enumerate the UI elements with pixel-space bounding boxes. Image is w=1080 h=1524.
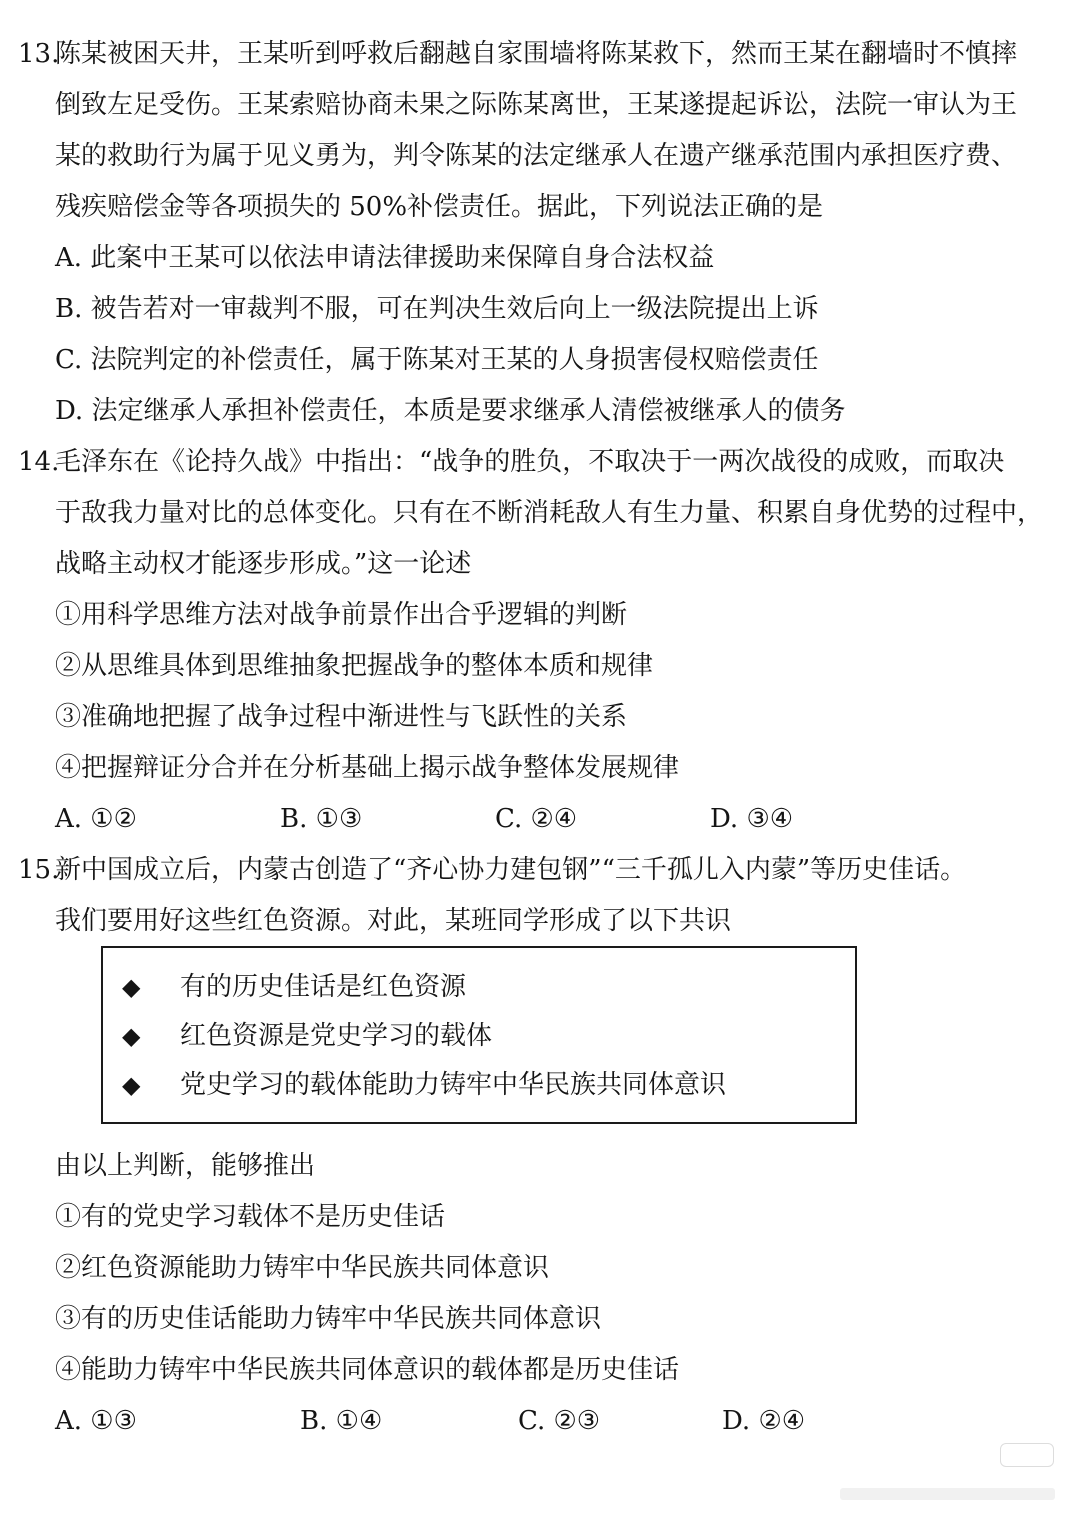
question-15-lead: 由以上判断，能够推出 xyxy=(55,1151,316,1181)
question-15-statement-1: ①有的党史学习载体不是历史佳话 xyxy=(55,1202,446,1232)
question-13-option-d: D. 法定继承人承担补偿责任，本质是要求继承人清偿被继承人的债务 xyxy=(55,396,846,426)
question-14-statement-1: ①用科学思维方法对战争前景作出合乎逻辑的判断 xyxy=(55,600,628,630)
question-13-stem-line-2: 倒致左足受伤。王某索赔协商未果之际陈某离世，王某遂提起诉讼，法院一审认为王 xyxy=(55,90,1018,120)
question-15-statement-3: ③有的历史佳话能助力铸牢中华民族共同体意识 xyxy=(55,1304,602,1334)
watermark-bar xyxy=(840,1488,1055,1500)
consensus-item-2: 红色资源是党史学习的载体 xyxy=(180,1021,493,1051)
question-15-statement-2: ②红色资源能助力铸牢中华民族共同体意识 xyxy=(55,1253,550,1283)
question-13-stem-line-4: 残疾赔偿金等各项损失的 50%补偿责任。据此，下列说法正确的是 xyxy=(55,192,824,222)
question-14-stem-line-2: 于敌我力量对比的总体变化。只有在不断消耗敌人有生力量、积累自身优势的过程中， xyxy=(55,498,1044,528)
question-13-stem-line-1: 陈某被困天井，王某听到呼救后翻越自家围墙将陈某救下，然而王某在翻墙时不慎摔 xyxy=(55,39,1018,69)
consensus-item-1: 有的历史佳话是红色资源 xyxy=(180,972,467,1002)
diamond-bullet-icon: ◆ xyxy=(122,1022,141,1050)
question-14-choice-c: C. ②④ xyxy=(495,804,578,834)
question-15-choice-b: B. ①④ xyxy=(300,1406,383,1436)
diamond-bullet-icon: ◆ xyxy=(122,1071,141,1099)
question-15-choice-c: C. ②③ xyxy=(518,1406,601,1436)
question-15-stem-line-2: 我们要用好这些红色资源。对此，某班同学形成了以下共识 xyxy=(55,906,732,936)
consensus-item-3: 党史学习的载体能助力铸牢中华民族共同体意识 xyxy=(180,1070,727,1100)
question-14-choice-a: A. ①② xyxy=(55,804,137,834)
question-15-statement-4: ④能助力铸牢中华民族共同体意识的载体都是历史佳话 xyxy=(55,1355,680,1385)
question-13-stem-line-3: 某的救助行为属于见义勇为，判令陈某的法定继承人在遗产继承范围内承担医疗费、 xyxy=(55,141,1018,171)
question-14-choice-b: B. ①③ xyxy=(280,804,363,834)
question-14-statement-4: ④把握辩证分合并在分析基础上揭示战争整体发展规律 xyxy=(55,753,680,783)
question-14-choice-d: D. ③④ xyxy=(710,804,794,834)
question-14-stem-line-1: 毛泽东在《论持久战》中指出：“战争的胜负，不取决于一两次战役的成败，而取决 xyxy=(55,447,1005,477)
question-14-statement-3: ③准确地把握了战争过程中渐进性与飞跃性的关系 xyxy=(55,702,628,732)
question-14-stem-line-3: 战略主动权才能逐步形成。”这一论述 xyxy=(55,549,472,579)
question-13-option-b: B. 被告若对一审裁判不服，可在判决生效后向上一级法院提出上诉 xyxy=(55,294,819,324)
diamond-bullet-icon: ◆ xyxy=(122,973,141,1001)
question-13-number: 13. xyxy=(18,39,60,69)
question-15-stem-line-1: 新中国成立后，内蒙古创造了“齐心协力建包钢”“三千孤儿入内蒙”等历史佳话。 xyxy=(55,855,967,885)
question-15-number: 15. xyxy=(18,855,60,885)
question-14-number: 14. xyxy=(18,447,60,477)
question-13-option-c: C. 法院判定的补偿责任，属于陈某对王某的人身损害侵权赔偿责任 xyxy=(55,345,819,375)
watermark-logo xyxy=(1000,1443,1054,1467)
question-15-choice-a: A. ①③ xyxy=(55,1406,137,1436)
question-14-statement-2: ②从思维具体到思维抽象把握战争的整体本质和规律 xyxy=(55,651,654,681)
question-13-option-a: A. 此案中王某可以依法申请法律援助来保障自身合法权益 xyxy=(55,243,715,273)
question-15-choice-d: D. ②④ xyxy=(722,1406,806,1436)
